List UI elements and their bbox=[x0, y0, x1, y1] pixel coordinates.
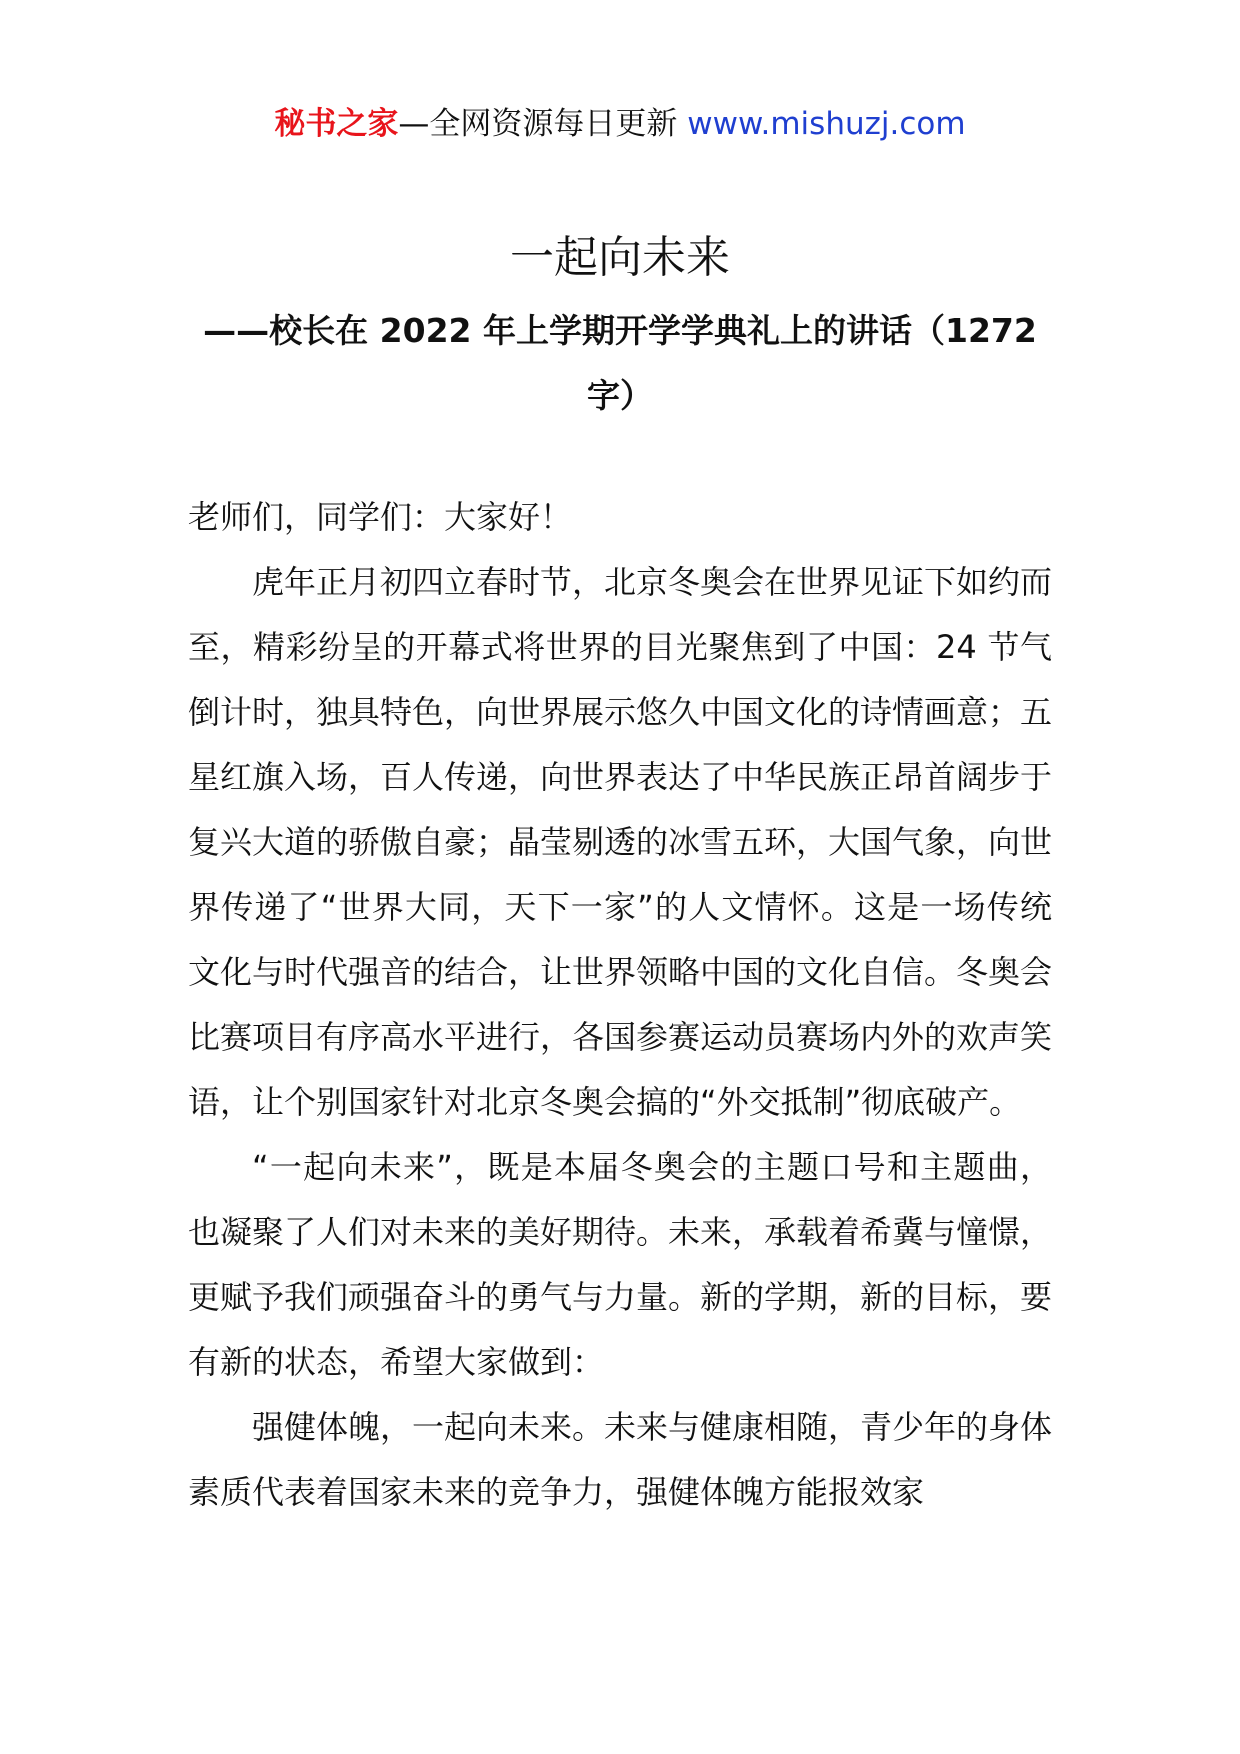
site-url-link[interactable]: www.mishuzj.com bbox=[687, 106, 966, 142]
document-subtitle: ——校长在 2022 年上学期开学学典礼上的讲话（1272 字） bbox=[203, 311, 1037, 415]
body-paragraph: 强健体魄，一起向未来。未来与健康相随，青少年的身体素质代表着国家未来的竞争力，强健体魄方能报效家 bbox=[188, 1408, 1053, 1511]
document-title: 一起向未来 bbox=[510, 232, 730, 283]
site-slogan: —全网资源每日更新 bbox=[398, 106, 688, 142]
body-paragraph: 虎年正月初四立春时节，北京冬奥会在世界见证下如约而至，精彩纷呈的开幕式将世界的目光聚焦到了中国：24 节气倒计时，独具特色，向世界展示悠久中国文化的诗情画意；五星红旗入场，百人传递，向世界表达了中华民族正昂首阔步于复兴大道的骄傲自豪；晶莹剔透的冰雪五环，大国气象，向世界传递了“世界大同，天下一家”的人文情怀。这是一场传统文化与时代强音的结合，让世界领略中国的文化自信。冬奥会比赛项目有序高水平进行，各国参赛运动员赛场内外的欢声笑语，让个别国家针对北京冬奥会搞的“外交抵制”彻底破产。 bbox=[188, 563, 1053, 1121]
greeting-paragraph: 老师们，同学们：大家好！ bbox=[188, 498, 573, 536]
site-brand: 秘书之家 bbox=[274, 106, 399, 142]
document-body bbox=[188, 485, 1052, 1525]
site-header bbox=[0, 100, 1240, 148]
body-paragraph: “一起向未来”，既是本届冬奥会的主题口号和主题曲，也凝聚了人们对未来的美好期待。未来，承载着希冀与憧憬，更赋予我们顽强奋斗的勇气与力量。新的学期，新的目标，要有新的状态，希望大家做到： bbox=[188, 1148, 1053, 1381]
